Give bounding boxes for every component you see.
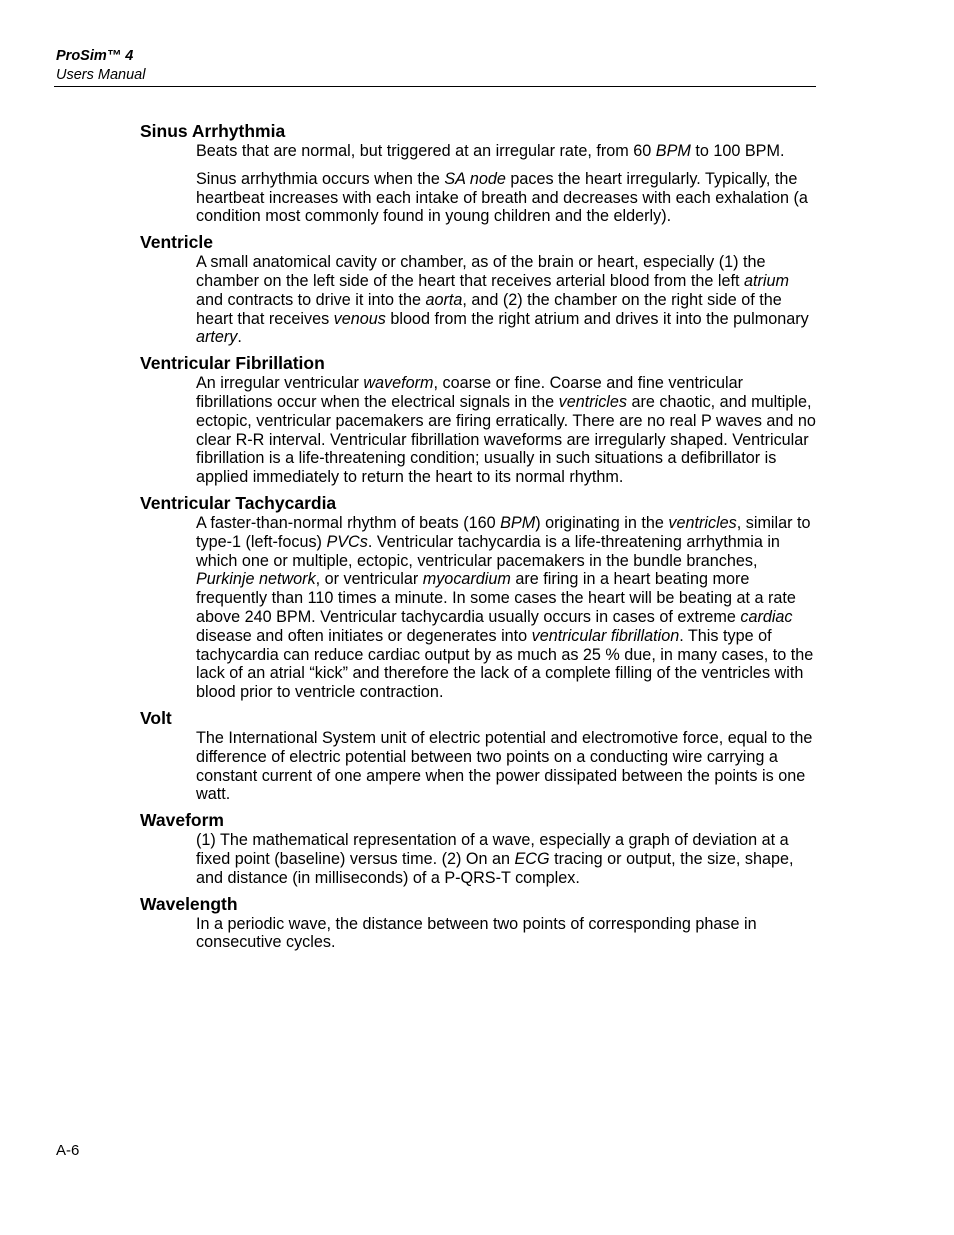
emphasized-term: BPM bbox=[500, 513, 536, 532]
emphasized-term: ventricles bbox=[668, 513, 737, 532]
header-divider bbox=[54, 86, 816, 87]
header-manual-title: Users Manual bbox=[56, 67, 146, 83]
emphasized-term: waveform bbox=[363, 374, 434, 393]
definition-text: , or ventricular bbox=[315, 570, 423, 589]
definition-text: and contracts to drive it into the bbox=[196, 290, 426, 309]
emphasized-term: myocardium bbox=[422, 570, 511, 589]
definition-text: ) originating in the bbox=[535, 513, 669, 532]
definition-text: The International System unit of electric potential and electromotive force, equal to the difference of electric potential between two points on a conducting wire carrying a constant current of one ampere when the power dissipated between the points is one watt. bbox=[196, 728, 813, 804]
glossary-term: Sinus Arrhythmia bbox=[140, 121, 286, 141]
glossary-definition bbox=[196, 514, 816, 702]
glossary-definition bbox=[196, 374, 816, 487]
glossary-term: Ventricle bbox=[140, 232, 213, 253]
emphasized-term: aorta bbox=[425, 290, 463, 309]
page-number: A-6 bbox=[56, 1142, 80, 1159]
glossary-entries bbox=[140, 121, 820, 958]
glossary-entry bbox=[140, 232, 820, 347]
glossary-entry bbox=[140, 708, 820, 804]
definition-text: , coarse or fine. Coarse and fine ventricular fibrillations occur when the electrical signals in the bbox=[196, 374, 744, 411]
glossary-entry bbox=[140, 121, 820, 226]
emphasized-term: atrium bbox=[743, 271, 789, 290]
emphasized-term: SA node bbox=[444, 169, 506, 188]
definition-text: tracing or output, the size, shape, and distance (in milliseconds) of a P-QRS-T complex. bbox=[196, 849, 794, 887]
header-product-name: ProSim™ 4 bbox=[56, 48, 134, 64]
glossary-entry bbox=[140, 810, 820, 887]
emphasized-term: artery bbox=[196, 328, 238, 347]
running-header bbox=[56, 47, 816, 85]
emphasized-term: BPM bbox=[655, 142, 691, 160]
definition-text: , and (2) the chamber on the right side of the heart that receives bbox=[196, 290, 782, 328]
emphasized-term: venous bbox=[333, 309, 386, 328]
glossary-term: Volt bbox=[140, 707, 172, 728]
emphasized-term: cardiac bbox=[740, 607, 793, 626]
emphasized-term: PVCs bbox=[326, 532, 368, 551]
emphasized-term: ventricular fibrillation bbox=[531, 626, 680, 645]
glossary-definition bbox=[196, 915, 816, 953]
glossary-term: Ventricular Fibrillation bbox=[140, 353, 325, 374]
definition-text: An irregular ventricular bbox=[196, 374, 364, 393]
definition-text: to 100 BPM. bbox=[690, 142, 785, 160]
glossary-definition bbox=[196, 831, 816, 887]
definition-text: paces the heart irregularly. Typically, the heartbeat increases with each intake of breath and decreases with each exhalation (a condition most commonly found in young children and the elderly). bbox=[196, 169, 808, 226]
definition-text: Beats that are normal, but triggered at an irregular rate, from 60 bbox=[196, 142, 656, 160]
glossary-term: Wavelength bbox=[140, 893, 238, 914]
definition-text: , similar to type-1 (left-focus) bbox=[196, 513, 811, 551]
definition-text: . This type of tachycardia can reduce cardiac output by as much as 25 % due, in many cases, to the lack of an atrial “kick” and therefore the lack of a complete filling of the ventricles with blood prior to ventricle contraction. bbox=[196, 626, 814, 702]
emphasized-term: ventricles bbox=[558, 392, 627, 411]
definition-text: blood from the right atrium and drives it into the pulmonary bbox=[385, 309, 809, 328]
glossary-definition bbox=[196, 729, 816, 804]
definition-text: are chaotic, and multiple, ectopic, ventricular pacemakers are firing erratically. There are no real P waves and no clear R-R interval. Ventricular fibrillation waveforms are irregularly shaped. Ventricular fibrillation is a life-threatening condition; usually in such situations a defibrillator is applied immediately to return the heart to its normal rhythm. bbox=[196, 392, 816, 487]
definition-text: A small anatomical cavity or chamber, as of the brain or heart, especially (1) the chamber on the left side of the heart that receives arterial blood from the left bbox=[196, 253, 766, 290]
glossary-term: Waveform bbox=[140, 810, 224, 831]
glossary-entry bbox=[140, 894, 820, 953]
definition-text: are firing in a heart beating more frequently than 110 times a minute. In some cases the heart will be beating at a rate above 240 BPM. Ventricular tachycardia usually occurs in cases of extreme bbox=[196, 570, 796, 626]
definition-text: (1) The mathematical representation of a wave, especially a graph of deviation at a fixed point (baseline) versus time. (2) On an bbox=[196, 831, 789, 868]
glossary-term: Ventricular Tachycardia bbox=[140, 492, 337, 513]
definition-text: In a periodic wave, the distance between two points of corresponding phase in consecutive cycles. bbox=[196, 914, 757, 952]
definition-text: disease and often initiates or degenerates into bbox=[196, 626, 532, 645]
glossary-entry bbox=[140, 353, 820, 487]
definition-text: A faster-than-normal rhythm of beats (160 bbox=[196, 513, 501, 532]
emphasized-term: Purkinje network bbox=[196, 570, 316, 589]
definition-text: . bbox=[237, 328, 242, 347]
glossary-definition bbox=[196, 253, 816, 347]
emphasized-term: ECG bbox=[514, 849, 550, 868]
definition-text: Sinus arrhythmia occurs when the bbox=[196, 169, 445, 188]
glossary-entry bbox=[140, 493, 820, 702]
glossary-definition bbox=[196, 170, 816, 226]
definition-text: . Ventricular tachycardia is a life-threatening arrhythmia in which one or multiple, ectopic, ventricular pacemakers in the bundle branches, bbox=[196, 532, 780, 570]
glossary-definition bbox=[196, 142, 816, 161]
